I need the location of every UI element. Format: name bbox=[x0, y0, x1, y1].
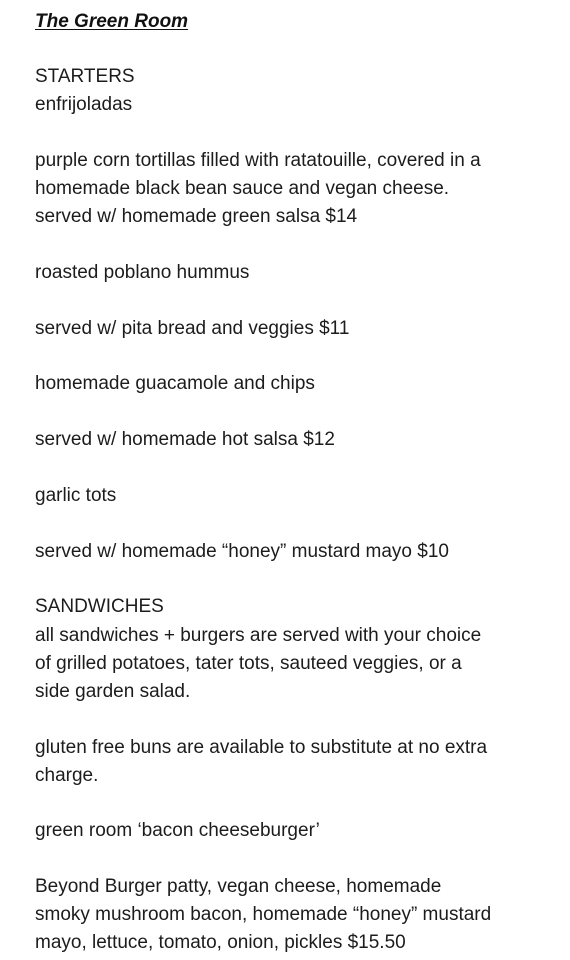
sandwiches-intro-line: side garden salad. bbox=[35, 681, 191, 702]
item-name-roasted-poblano-hummus: roasted poblano hummus bbox=[35, 262, 250, 283]
item-name-enfrijoladas: enfrijoladas bbox=[35, 94, 133, 115]
item-description-line: served w/ pita bread and veggies $11 bbox=[35, 318, 350, 339]
section-heading-starters: STARTERS bbox=[35, 66, 135, 87]
item-name-bacon-cheeseburger: green room ‘bacon cheeseburger’ bbox=[35, 820, 320, 841]
item-description-line: mayo, lettuce, tomato, onion, pickles $15.50 bbox=[35, 932, 406, 953]
item-description-line: purple corn tortillas filled with ratatouille, covered in a bbox=[35, 150, 481, 171]
item-description-line: served w/ homemade hot salsa $12 bbox=[35, 429, 335, 450]
sandwiches-intro-line: all sandwiches + burgers are served with your choice bbox=[35, 625, 482, 646]
item-description-line: smoky mushroom bacon, homemade “honey” mustard bbox=[35, 904, 492, 925]
item-description-line: homemade black bean sauce and vegan cheese. bbox=[35, 178, 450, 199]
gluten-free-note-line: charge. bbox=[35, 765, 99, 786]
menu-title: The Green Room bbox=[35, 11, 189, 32]
item-description-line: Beyond Burger patty, vegan cheese, homemade bbox=[35, 876, 442, 897]
gluten-free-note-line: gluten free buns are available to substitute at no extra bbox=[35, 737, 488, 758]
item-name-garlic-tots: garlic tots bbox=[35, 485, 117, 506]
item-name-guacamole-and-chips: homemade guacamole and chips bbox=[35, 373, 315, 394]
item-description-line: served w/ homemade “honey” mustard mayo $10 bbox=[35, 541, 449, 562]
sandwiches-intro-line: of grilled potatoes, tater tots, sauteed veggies, or a bbox=[35, 653, 462, 674]
section-heading-sandwiches: SANDWICHES bbox=[35, 596, 164, 617]
item-description-line: served w/ homemade green salsa $14 bbox=[35, 206, 358, 227]
